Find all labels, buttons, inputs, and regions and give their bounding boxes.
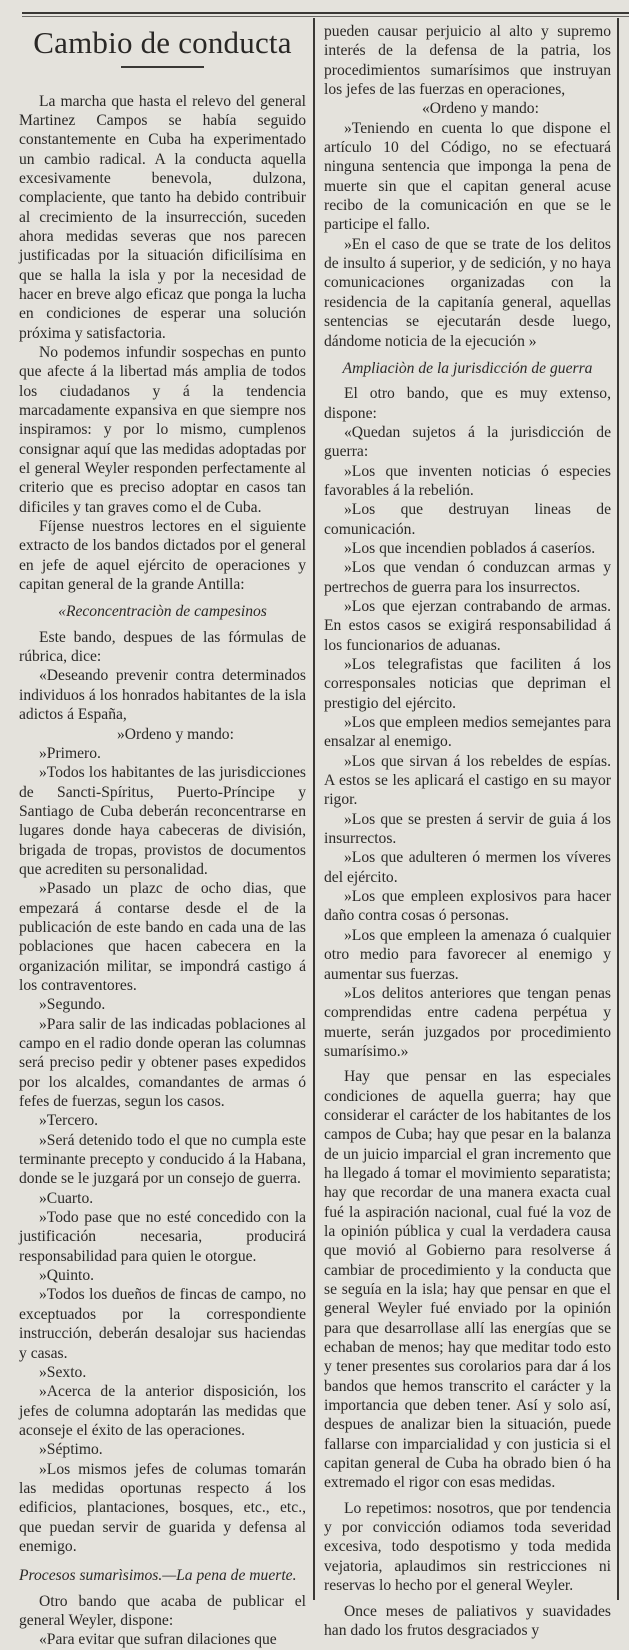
paragraph: »Segundo. (39, 996, 106, 1014)
paragraph: »Tercero. (39, 1112, 99, 1130)
paragraph: »Primero. (39, 744, 101, 762)
paragraph: »Cuarto. (39, 1189, 94, 1207)
paragraph: »Sexto. (39, 1363, 87, 1381)
decree-formula: »Ordeno y mando: (117, 725, 234, 743)
paragraph: »En el caso de que se trate de los delitos de insulto á superior, y de sedición, y no haya comunicaciones organizadas con la residencia de la capitanía general, aquellas sentencias se ejecutarán desde luego, dándome noticia de la ejecución » (324, 235, 611, 350)
section-heading: Procesos sumarìsimos.—La pena de muerte. (19, 1567, 297, 1585)
paragraph: Lo repetimos: nosotros, que por tendencia y por convicción odiamos toda severidad excesiva, todo despotismo y toda medida vejatoria, aplaudimos sin restricciones ni reservas lo hecho por el general Weyler. (324, 1499, 611, 1595)
column-divider (313, 18, 315, 1600)
paragraph: Fíjense nuestros lectores en el siguiente extracto de los bandos dictados por el general en jefe de aquel ejército de operaciones y capitan general de la grande Antilla: (19, 518, 306, 594)
paragraph: Otro bando que acaba de publicar el general Weyler, dispone: (19, 1592, 306, 1629)
paragraph: »Los que empleen medios semejantes para ensalzar al enemigo. (324, 714, 611, 751)
paragraph: »Quinto. (39, 1267, 95, 1285)
paragraph: »Para salir de las indicadas poblaciones al campo en el radio donde operan las columnas será preciso pedir y obtener pases expedidos por los alcaldes, comandantes de armas ó fefes de fuerzas, segun los casos. (19, 1015, 306, 1111)
paragraph: »Todos los habitantes de las jurisdicciones de Sancti-Spíritus, Puerto-Príncipe y Santiago de Cuba deberán reconcentrarse en lugares donde haya cabeceras de división, brigada de tropas, provistos de documentos que acrediten su personalidad. (19, 764, 306, 878)
paragraph: »Los que adulteren ó mermen los víveres del ejército. (324, 849, 611, 886)
paragraph: »Será detenido todo el que no cumpla este terminante precepto y conducido á la Habana, donde se le juzgará por un consejo de guerra. (19, 1131, 306, 1188)
paragraph: »Séptimo. (39, 1441, 103, 1459)
title-rule (121, 66, 204, 68)
paragraph: »Los que ejerzan contrabando de armas. En estos casos se exigirá responsabilidad á los funcionarios de aduanas. (324, 597, 611, 654)
left-column (19, 22, 306, 1650)
paragraph: »Acerca de la anterior disposición, los jefes de columna adoptarán las medidas que aconseje el éxito de las operaciones. (19, 1383, 306, 1439)
paragraph: »Los que vendan ó conduzcan armas y pertrechos de guerra para los insurrectos. (324, 559, 611, 596)
paragraph: El otro bando, que es muy extenso, dispone: (324, 385, 611, 422)
paragraph: »Los que sirvan á los rebeldes de espías. A estos se les aplicará el castigo en su mayor rigor. (324, 752, 611, 809)
paragraph: No podemos infundir sospechas en punto que afecte á la libertad más amplia de todos los ciudadanos y á la tendencia marcadamente expansiva en que siempre nos inspiramos: y por lo mismo, cumplenos consignar aquí que las medidas adoptadas por el general Weyler responden perfectamente al criterio que es preciso adoptar en casos tan dificiles y tan graves como el de Cuba. (19, 343, 306, 516)
paragraph: Once meses de paliativos y suavidades han dado los frutos desgraciados y (324, 1602, 611, 1639)
section-heading: «Reconcentraciòn de campesinos (58, 603, 267, 621)
decree-formula: «Ordeno y mando: (422, 100, 539, 118)
paragraph: Hay que pensar en las especiales condiciones de aquella guerra; hay que considerar el carácter de los habitantes de los campos de Cuba; hay que pesar en la balanza de un juicio imparcial el gran incremento que ha llegado á tomar el movimiento separatista; hay que recordar de una manera exacta cual fué la aspiración nacional, cual fué la voz de la opinión pública y cual la verdadera causa que movió al Gobierno para resolverse á cambiar de procedimiento y la conducta que se seguía en la isla; hay que pensar en que el general Weyler fué enviado por la opinión para que desarrollase allí las energías que se echaban de menos; hay que meditar todo esto y tener presentes sus corolarios para dar á los bandos que hemos transcrito el carácter y la importancia que deben tener. Así y solo así, despues de analizar bien la situación, puede fallarse con imparcialidad y con justicia si el capitan general de Cuba ha obrado bien ó ha extremado el rigor con esas medidas. (324, 1068, 611, 1492)
paragraph: »Los que inventen noticias ó especies favorables á la rebelión. (324, 462, 611, 499)
paragraph: »Todos los dueños de fincas de campo, no exceptuados por la correspondiente instrucción, deberán desalojar sus haciendas y casas. (19, 1286, 306, 1362)
paragraph: pueden causar perjuicio al alto y supremo interés de la defensa de la patria, los procedimientos sumarísimos que instruyan los jefes de las fuerzas en operaciones, (324, 23, 611, 99)
section-heading: Ampliaciòn de la jurisdicción de guerra (342, 359, 593, 377)
paragraph: »Los telegrafistas que faciliten á los corresponsales noticias que depriman el prestigio del ejército. (324, 656, 611, 712)
paragraph: La marcha que hasta el relevo del general Martinez Campos se había seguido constantemente en Cuba ha experimentado un cambio radical. A la conducta aquella excesivamente benevola, dulzona, complaciente, que tanto ha debido contribuir al crecimiento de la insurrección, suceden ahora medidas severas que nos parecen justificadas por la situación dificilísima en que se halla la isla y por la necesidad de hacer en breve algo eficaz que ponga la lucha en condiciones de esperar una solución próxima y satisfactoria. (19, 92, 306, 342)
paragraph: «Quedan sujetos á la jurisdicción de guerra: (324, 423, 611, 461)
top-rule (22, 12, 629, 14)
paragraph: «Para evitar que sufran dilaciones que (39, 1631, 277, 1649)
article-title: Cambio de conducta (33, 25, 292, 60)
paragraph: »Pasado un plazc de ocho dias, que empezará á contarse desde el de la publicación de este bando en cada una de las poblaciones que hacen cabecera en la organización militar, se impondrá castigo á los contraventores. (19, 880, 306, 994)
paragraph: »Los que empleen explosivos para hacer daño contra cosas ó personas. (324, 888, 611, 925)
paragraph: »Los que se presten á servir de guia á los insurrectos. (324, 810, 611, 848)
paragraph: »Los mismos jefes de columas tomarán las medidas oportunas respecto á los edificios, plantaciones, bosques, etc., etc., que puedan servir de guarida y defensa al enemigo. (19, 1460, 306, 1555)
paragraph: »Teniendo en cuenta lo que dispone el artículo 10 del Código, no se efectuará ninguna sentencia que imponga la pena de muerte sin que el capitan general acuse recibo de la comunicación en que se le participe el fallo. (324, 119, 611, 234)
paragraph: »Todo pase que no esté concedido con la justificación necesaria, producirá responsabilidad para quien le otorgue. (19, 1209, 306, 1265)
paragraph: Este bando, despues de las fórmulas de rúbrica, dice: (19, 628, 306, 666)
paragraph: »Los delitos anteriores que tengan penas comprendidas entre cadena perpétua y muerte, serán juzgados por procedimiento sumarísimo.» (324, 984, 611, 1060)
right-column (324, 22, 611, 1640)
paragraph: «Deseando prevenir contra determinados individuos á los honrados habitantes de la isla adictos á España, (19, 667, 306, 724)
paragraph: »Los que empleen la amenaza ó cualquier otro medio para favorecer al enemigo y aumentar sus fuerzas. (324, 926, 611, 983)
column-divider-right (617, 18, 619, 1600)
paragraph: »Los que incendien poblados á caseríos. (344, 539, 596, 557)
top-rule-thin (22, 16, 629, 17)
paragraph: »Los que destruyan lineas de comunicación. (324, 501, 611, 538)
